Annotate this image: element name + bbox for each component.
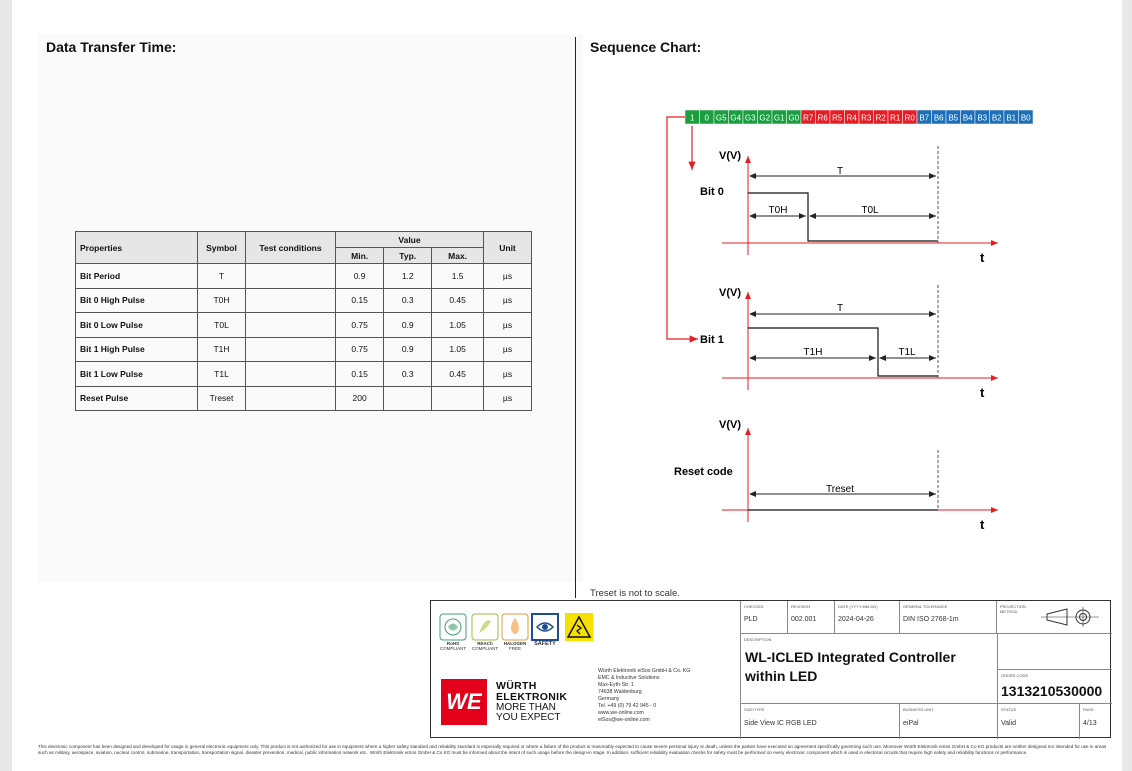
bit-label: R7: [803, 113, 814, 123]
bit-label: G5: [715, 113, 727, 123]
bit1-v-label: V(V): [719, 287, 741, 299]
bit-label: R1: [890, 113, 901, 123]
bit1-low-label: T1L: [898, 347, 916, 358]
title-block: [430, 600, 1111, 738]
cell-symbol: T0L: [198, 313, 246, 338]
header-properties: Properties: [76, 232, 198, 264]
cell-property: Bit 0 Low Pulse: [76, 313, 198, 338]
product-description: WL-ICLED Integrated Controller within LED: [745, 649, 956, 684]
reset-diagram: [674, 419, 998, 532]
bit0-label: Bit 0: [700, 186, 724, 198]
reach-label: REACh COMPLIANT: [471, 641, 499, 651]
cell-unit: µs: [484, 362, 532, 387]
bit-label: B4: [962, 113, 973, 123]
cell-unit: µs: [484, 313, 532, 338]
bit-label: 0: [704, 113, 709, 123]
brand-text: WÜRTH ELEKTRONIK MORE THAN YOU EXPECT: [496, 680, 568, 723]
rohs-icon: [439, 613, 467, 641]
header-typ: Typ.: [384, 248, 432, 264]
halogen-free-icon: [501, 613, 529, 641]
bit-label: R3: [861, 113, 872, 123]
bit-label: G0: [788, 113, 800, 123]
address-line: Würth Elektronik eiSos GmbH & Co. KG: [598, 668, 691, 674]
bit-label: B6: [933, 113, 944, 123]
bit-label: B1: [1006, 113, 1017, 123]
order-code: 1313210530000: [1001, 683, 1103, 699]
header-test-conditions: Test conditions: [246, 232, 336, 264]
address-line: 74638 Waldenburg: [598, 689, 642, 695]
safety-label: SAFETY: [534, 641, 556, 647]
header-symbol: Symbol: [198, 232, 246, 264]
bit1-high-label: T1H: [803, 347, 823, 358]
address-line: eiSos@we-online.com: [598, 717, 650, 723]
cell-property: Reset Pulse: [76, 386, 198, 411]
cell-min: 0.75: [336, 337, 384, 362]
bit-label: G3: [744, 113, 756, 123]
sequence-chart-title: Sequence Chart:: [590, 39, 702, 55]
header-value: Value: [336, 232, 484, 248]
datasheet-page: [12, 0, 1122, 771]
treset-note: Treset is not to scale.: [590, 588, 680, 599]
order-code-cell: ORDER CODE 1313210530000: [997, 669, 1112, 703]
cell-symbol: T0H: [198, 288, 246, 313]
cell-unit: µs: [484, 337, 532, 362]
bit-label: B2: [991, 113, 1002, 123]
cell-max: 0.45: [432, 362, 484, 387]
bit1-diagram: [700, 285, 998, 400]
bit0-v-label: V(V): [719, 150, 741, 162]
business-unit-cell: BUSINESS UNIT eiPal: [899, 703, 997, 739]
cell-symbol: T1H: [198, 337, 246, 362]
checked-cell: CHECKED PLD: [740, 601, 787, 633]
cell-min: 0.75: [336, 313, 384, 338]
cell-property: Bit 1 High Pulse: [76, 337, 198, 362]
revision-cell: REVISION 002.001: [787, 601, 834, 633]
address-line: EMC & Inductive Solutions: [598, 675, 660, 681]
safety-icon: [531, 613, 559, 641]
header-max: Max.: [432, 248, 484, 264]
bit-label: R0: [904, 113, 915, 123]
cell-property: Bit 1 Low Pulse: [76, 362, 198, 387]
tolerance-cell: GENERAL TOLERANCE DIN ISO 2768-1m: [899, 601, 996, 633]
bit-label: R4: [846, 113, 857, 123]
bit-label: R6: [817, 113, 828, 123]
cell-min: 200: [336, 386, 384, 411]
cell-typ: 0.3: [384, 362, 432, 387]
bit-label: B3: [977, 113, 988, 123]
bit1-label: Bit 1: [700, 334, 724, 346]
bit1-pointer-arrow: [667, 117, 698, 339]
bit-label: 1: [690, 113, 695, 123]
data-transfer-title: Data Transfer Time:: [46, 39, 177, 55]
reset-period-label: Treset: [826, 484, 854, 495]
header-unit: Unit: [484, 232, 532, 264]
address-line: Germany: [598, 696, 620, 702]
cell-unit: µs: [484, 288, 532, 313]
cell-unit: µs: [484, 386, 532, 411]
reset-v-label: V(V): [719, 419, 741, 431]
cell-unit: µs: [484, 264, 532, 289]
cell-max: 1.5: [432, 264, 484, 289]
projection-cell: PROJECTION METHOD: [996, 601, 1111, 633]
sequence-chart: [12, 0, 1122, 600]
cell-typ: 0.3: [384, 288, 432, 313]
cell-property: Bit Period: [76, 264, 198, 289]
cell-max: 1.05: [432, 313, 484, 338]
bit-label: B5: [948, 113, 959, 123]
we-logo: WE: [441, 679, 487, 725]
size-type-cell: SIZE/TYPE Side View IC RGB LED: [740, 703, 899, 739]
cell-min: 0.15: [336, 288, 384, 313]
cell-typ: 0.9: [384, 337, 432, 362]
esd-warning-icon: [565, 613, 593, 641]
cell-min: 0.15: [336, 362, 384, 387]
reset-label: Reset code: [674, 466, 733, 478]
reset-t-label: t: [980, 517, 985, 532]
status-cell: STATUS Valid: [997, 703, 1105, 739]
bit-label: G4: [730, 113, 742, 123]
blank-cell: [997, 633, 1112, 669]
date-cell: DATE (YYYY-MM-DD) 2024-04-26: [834, 601, 899, 633]
bit-label: R2: [875, 113, 886, 123]
halogen-label: HALOGEN FREE: [503, 641, 527, 651]
address-line: Tel. +49 (0) 79 42 945 - 0: [598, 703, 657, 709]
reach-icon: [471, 613, 499, 641]
bit0-t-label: t: [980, 250, 985, 265]
address-line: www.we-online.com: [598, 710, 644, 716]
cell-property: Bit 0 High Pulse: [76, 288, 198, 313]
bit0-diagram: [700, 146, 998, 265]
bit-label: B7: [919, 113, 930, 123]
cell-symbol: T: [198, 264, 246, 289]
cell-typ: 0.9: [384, 313, 432, 338]
cell-min: 0.9: [336, 264, 384, 289]
cell-max: 1.05: [432, 337, 484, 362]
company-address: [598, 668, 690, 724]
legal-disclaimer: This electronic component has been designed and developed for usage in general electronic equipment only. This product is not authorized for use in equipment where a higher safety standard and reliability standard is especially required or where a failure of the product is reasonably expected to cause severe personal injury or death, unless the parties have executed an agreement specifically governing such use. Moreover Würth Elektronik eiSos GmbH & Co KG products are neither designed nor intended for use in areas such as military, aerospace, aviation, nuclear control, submarine, transportation, transportation signal, disaster prevention, medical, public information network etc.. Würth Elektronik eiSos GmbH & Co KG must be informed about the intent of such usage before the design-in stage. In addition, sufficient reliability evaluation checks for safety must be performed on every electronic component which is used in electrical circuits that require high safety and reliability functions or performance.: [38, 744, 1107, 755]
bit0-high-label: T0H: [768, 205, 788, 216]
bit-label: G1: [773, 113, 785, 123]
description-cell: DESCRIPTION WL-ICLED Integrated Controller within LED: [740, 633, 997, 703]
cell-max: 0.45: [432, 288, 484, 313]
compliance-badges: [431, 601, 740, 651]
bit0-waveform: [748, 193, 938, 241]
header-min: Min.: [336, 248, 384, 264]
cell-symbol: Treset: [198, 386, 246, 411]
bit-label: G2: [759, 113, 771, 123]
projection-symbol-icon: [1041, 606, 1099, 628]
page-cell: PAGE 4/13: [1079, 703, 1112, 739]
rohs-label: RoHS COMPLIANT: [439, 641, 467, 651]
bit0-low-label: T0L: [861, 205, 879, 216]
cell-symbol: T1L: [198, 362, 246, 387]
bit-sequence-bar: [685, 110, 1033, 124]
bit-label: R5: [832, 113, 843, 123]
address-line: Max-Eyth-Str. 1: [598, 682, 634, 688]
bit1-t-label: t: [980, 385, 985, 400]
bit1-period-label: T: [836, 303, 844, 314]
bit0-period-label: T: [836, 166, 844, 177]
cell-typ: 1.2: [384, 264, 432, 289]
bit-label: B0: [1020, 113, 1031, 123]
